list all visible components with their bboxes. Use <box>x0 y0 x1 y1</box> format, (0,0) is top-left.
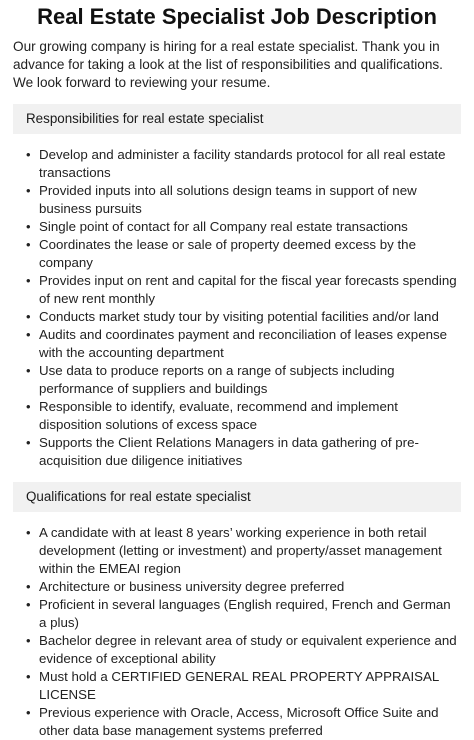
list-item <box>26 146 461 182</box>
list-item-text: Responsible to identify, evaluate, recommend and implement disposition solutions of excess space <box>39 399 398 432</box>
list-item-text: Audits and coordinates payment and reconciliation of leases expense with the accounting department <box>39 327 448 360</box>
responsibilities-heading: Responsibilities for real estate specialist <box>13 104 461 134</box>
list-item <box>26 236 461 272</box>
page-title: Real Estate Specialist Job Description <box>37 4 437 29</box>
list-item <box>26 578 461 596</box>
responsibilities-list <box>13 146 461 470</box>
list-item-text: Supports the Client Relations Managers in data gathering of pre-acquisition due diligence initiatives <box>39 435 419 468</box>
bullet-icon: • <box>26 147 31 162</box>
list-item-text: Single point of contact for all Company real estate transactions <box>39 219 408 234</box>
bullet-icon: • <box>26 633 31 648</box>
intro-paragraph: Our growing company is hiring for a real estate specialist. Thank you in advance for taking a look at the list of responsibilities and qualifications. We look forward to reviewing your resume. <box>13 39 443 90</box>
list-item-text: Conducts market study tour by visiting potential facilities and/or land <box>39 309 439 324</box>
bullet-icon: • <box>26 237 31 252</box>
list-item-text: Bachelor degree in relevant area of study or equivalent experience and evidence of exceptional ability <box>39 633 457 666</box>
bullet-icon: • <box>26 579 31 594</box>
list-item-text: A candidate with at least 8 years’ working experience in both retail development (letting or investment) and property/asset management within the EMEAI region <box>39 525 442 576</box>
qualifications-heading: Qualifications for real estate specialist <box>13 482 461 512</box>
list-item-text: Use data to produce reports on a range of subjects including performance of suppliers and buildings <box>39 363 395 396</box>
list-item <box>26 524 461 578</box>
list-item-text: Must hold a CERTIFIED GENERAL REAL PROPERTY APPRAISAL LICENSE <box>39 669 439 702</box>
bullet-icon: • <box>26 363 31 378</box>
bullet-icon: • <box>26 399 31 414</box>
list-item <box>26 272 461 308</box>
list-item <box>26 398 461 434</box>
list-item-text: Previous experience with Oracle, Access, Microsoft Office Suite and other data base management systems preferred <box>39 705 439 738</box>
bullet-icon: • <box>26 183 31 198</box>
bullet-icon: • <box>26 309 31 324</box>
list-item <box>26 704 461 740</box>
list-item-text: Develop and administer a facility standards protocol for all real estate transactions <box>39 147 446 180</box>
list-item <box>26 668 461 704</box>
list-item-text: Coordinates the lease or sale of property deemed excess by the company <box>39 237 416 270</box>
list-item <box>26 434 461 470</box>
list-item-text: Proficient in several languages (English required, French and German a plus) <box>39 597 451 630</box>
bullet-icon: • <box>26 705 31 720</box>
list-item-text: Provided inputs into all solutions design teams in support of new business pursuits <box>39 183 417 216</box>
bullet-icon: • <box>26 219 31 234</box>
list-item-text: Provides input on rent and capital for the fiscal year forecasts spending of new rent monthly <box>39 273 457 306</box>
list-item <box>26 218 461 236</box>
list-item <box>26 326 461 362</box>
list-item <box>26 596 461 632</box>
bullet-icon: • <box>26 597 31 612</box>
list-item <box>26 308 461 326</box>
list-item <box>26 632 461 668</box>
bullet-icon: • <box>26 669 31 684</box>
bullet-icon: • <box>26 435 31 450</box>
bullet-icon: • <box>26 327 31 342</box>
list-item-text: Architecture or business university degree preferred <box>39 579 345 594</box>
list-item <box>26 182 461 218</box>
qualifications-list <box>13 524 461 740</box>
list-item <box>26 362 461 398</box>
bullet-icon: • <box>26 525 31 540</box>
bullet-icon: • <box>26 273 31 288</box>
